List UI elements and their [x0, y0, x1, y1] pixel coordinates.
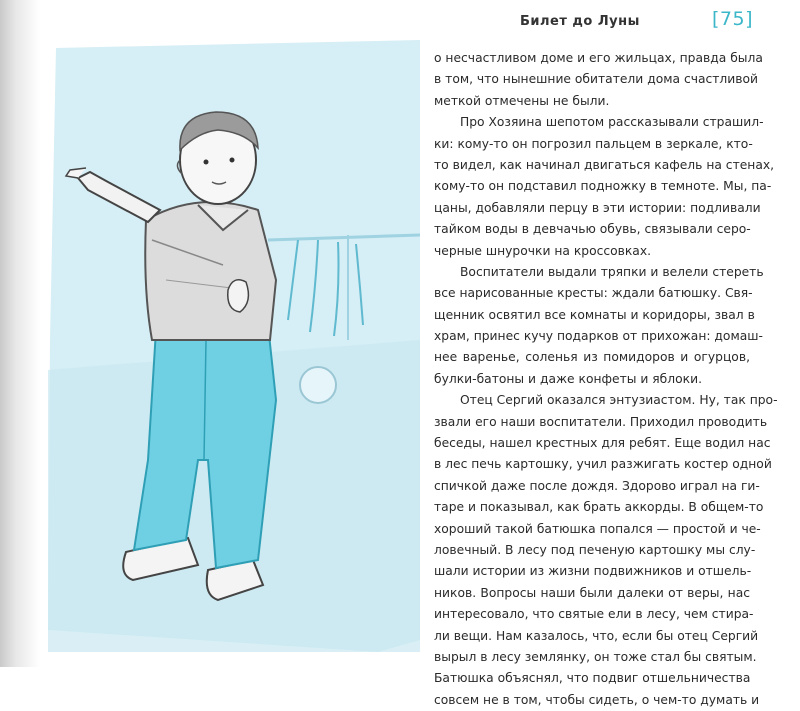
text-line: все нарисованные кресты: ждали батюшку. Свя- — [434, 286, 753, 301]
text-line: о несчастливом доме и его жильцах, правда была — [434, 51, 763, 65]
boy-pointing-illustration — [48, 40, 420, 652]
text-column — [434, 48, 778, 711]
text-line: Воспитатели выдали тряпки и велели стереть — [460, 264, 764, 279]
text-line: черные шнурочки на кроссовках. — [434, 243, 652, 258]
text-line: беседы, нашел крестных для ребят. Еще водил нас — [434, 436, 771, 451]
spine-shadow — [0, 0, 40, 667]
text-line: ли вещи. Нам казалось, что, если бы отец Сергий — [434, 628, 759, 643]
text-line: щенник освятил все комнаты и коридоры, звал в — [434, 307, 755, 322]
running-title: Билет до Луны — [520, 14, 640, 29]
text-line: в том, что нынешние обитатели дома счастливой — [434, 72, 759, 87]
text-line: интересовало, что святые ели в лесу, чем стира- — [434, 607, 754, 622]
text-line: Отец Сергий оказался энтузиастом. Ну, так про- — [460, 393, 778, 408]
text-line: Батюшка объяснял, что подвиг отшельничества — [434, 671, 751, 686]
text-line: нее варенье, соленья из помидоров и огурцов, — [434, 350, 750, 365]
page-number: [75] — [712, 8, 754, 30]
text-line: совсем не в том, чтобы сидеть, о чем-то думать и — [434, 692, 760, 707]
text-line: ловечный. В лесу под печеную картошку мы слу- — [434, 542, 756, 557]
text-line: храм, принес кучу подарков от прихожан: домаш- — [434, 329, 763, 344]
text-line: цаны, добавляли перцу в эти истории: подливали — [434, 200, 761, 215]
shirt — [145, 202, 276, 340]
text-line: хороший такой батюшка попался — простой и че- — [434, 521, 761, 536]
text-line: в лес печь картошку, учил разжигать костер одной — [434, 457, 772, 472]
text-line: кому-то он подставил подножку в темноте. Мы, па- — [434, 179, 772, 194]
text-line: вырыл в лесу землянку, он тоже стал бы святым. — [434, 649, 757, 664]
text-line: ников. Вопросы наши были далеки от веры, нас — [434, 585, 750, 600]
text-line: спичкой даже после дождя. Здорово играл на ги- — [434, 478, 760, 493]
text-line: звали его наши воспитатели. Приходил проводить — [434, 414, 768, 429]
text-line: меткой отмечены не были. — [434, 93, 610, 108]
text-line: булки-батоны и даже конфеты и яблоки. — [434, 371, 702, 386]
text-line: шали истории из жизни подвижников и отшель- — [434, 564, 752, 579]
text-line: Про Хозяина шепотом рассказывали страшил- — [460, 115, 764, 130]
text-line: тайком воды в девчачью обувь, связывали серо- — [434, 222, 751, 237]
text-line: таре и показывал, как брать аккорды. В общем-то — [434, 500, 764, 515]
text-line: то видел, как начинал двигаться кафель на стенах, — [434, 157, 775, 172]
text-line: ки: кому-то он погрозил пальцем в зеркале, кто- — [434, 136, 753, 151]
